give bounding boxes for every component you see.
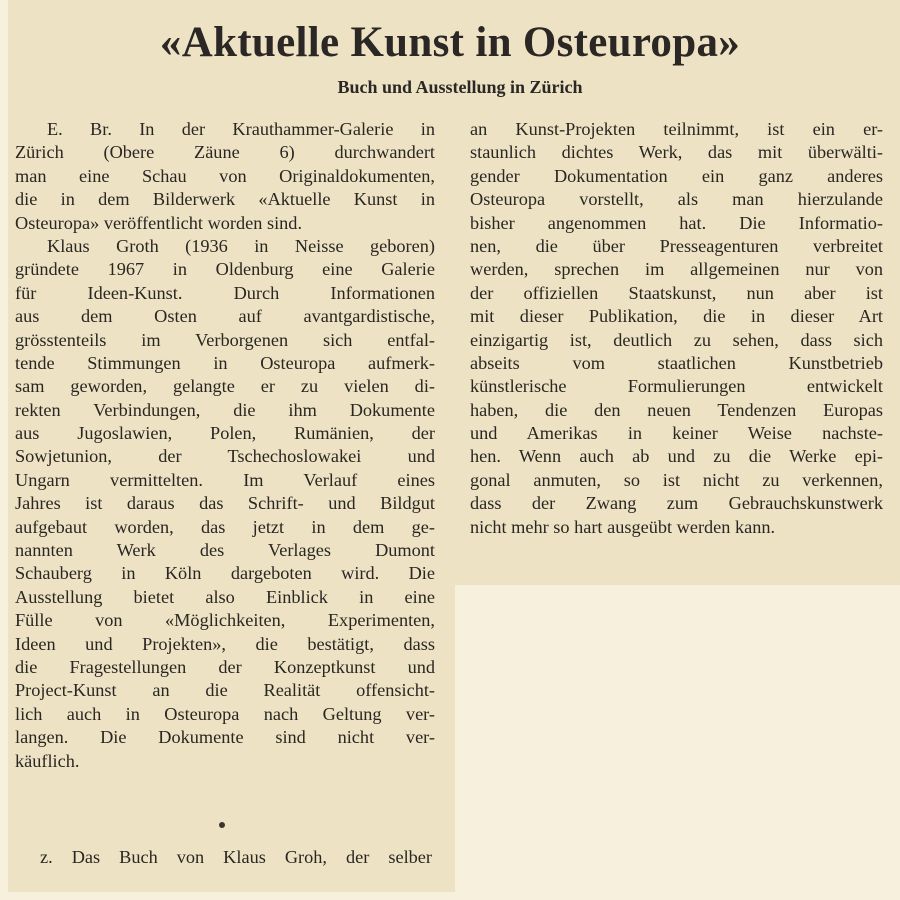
text-line: nannten Werk des Verlages Dumont — [15, 540, 435, 561]
text-line: Klaus Groth (1936 in Neisse geboren) — [47, 235, 435, 256]
article-right-column — [470, 118, 883, 539]
text-line: und Amerikas in keiner Weise nachste- — [470, 423, 883, 444]
text-line: abseits vom staatlichen Kunstbetrieb — [470, 352, 883, 373]
text-line: Zürich (Obere Zäune 6) durchwandert — [15, 142, 435, 163]
text-line: Fülle von «Möglichkeiten, Experimenten, — [15, 610, 435, 631]
text-line: aufgebaut worden, das jetzt in dem ge- — [15, 516, 435, 537]
text-line: dass der Zwang zum Gebrauchskunstwerk — [470, 493, 883, 514]
article-subheadline: Buch und Ausstellung in Zürich — [337, 77, 583, 97]
text-line: man eine Schau von Originaldokumenten, — [15, 165, 435, 186]
text-line: Osteuropa vorstellt, als man hierzulande — [470, 189, 883, 210]
text-line: langen. Die Dokumente sind nicht ver- — [15, 727, 435, 748]
text-line: mit dieser Publikation, die in dieser Art — [470, 306, 883, 327]
text-line: Jahres ist daraus das Schrift- und Bildgut — [15, 493, 435, 514]
text-line: für Ideen-Kunst. Durch Informationen — [15, 282, 435, 303]
text-line: Ausstellung bietet also Einblick in eine — [15, 586, 435, 607]
text-line: lich auch in Osteuropa nach Geltung ver- — [15, 703, 435, 724]
article-left-column — [15, 118, 435, 773]
text-line: nicht mehr so hart ausgeübt werden kann. — [470, 516, 776, 537]
text-line: staunlich dichtes Werk, das mit überwälti- — [470, 142, 883, 163]
text-line: nen, die über Presseagenturen verbreitet — [470, 235, 883, 256]
ink-dot — [219, 822, 225, 828]
text-line: Project-Kunst an die Realität offensicht- — [15, 680, 435, 701]
text-line: aus dem Osten auf avantgardistische, — [15, 306, 435, 327]
text-line: der offiziellen Staatskunst, nun aber ist — [470, 282, 883, 303]
text-line: aus Jugoslawien, Polen, Rumänien, der — [15, 423, 435, 444]
text-line: einzigartig ist, deutlich zu sehen, dass sich — [470, 329, 883, 350]
text-line: sam geworden, gelangte er zu vielen di- — [15, 376, 435, 397]
text-line: die Fragestellungen der Konzeptkunst und — [15, 656, 435, 677]
text-line: bisher angenommen hat. Die Informatio- — [470, 212, 883, 233]
text-line: künstlerische Formulierungen entwickelt — [470, 376, 883, 397]
text-line: gender Dokumentation ein ganz anderes — [470, 165, 883, 186]
text-line: gonal anmuten, so ist nicht zu verkennen, — [470, 469, 883, 490]
text-line: rekten Verbindungen, die ihm Dokumente — [15, 399, 435, 420]
text-line: Ideen und Projekten», die bestätigt, dass — [15, 633, 435, 654]
text-line: hen. Wenn auch ab und zu die Werke epi- — [470, 446, 883, 467]
text-line: Schauberg in Köln dargeboten wird. Die — [15, 563, 435, 584]
article-headline: «Aktuelle Kunst in Osteuropa» — [159, 19, 741, 66]
text-line: Ungarn vermittelten. Im Verlauf eines — [15, 469, 435, 490]
text-line: käuflich. — [15, 750, 80, 771]
text-line: an Kunst-Projekten teilnimmt, ist ein er- — [470, 119, 883, 139]
text-line: E. Br. In der Krauthammer-Galerie in — [47, 119, 435, 139]
text-line: Sowjetunion, der Tschechoslowakei und — [15, 446, 435, 467]
text-line: tende Stimmungen in Osteuropa aufmerk- — [15, 352, 435, 373]
text-line: Osteuropa» veröffentlicht worden sind. — [15, 212, 303, 233]
text-line: gründete 1967 in Oldenburg eine Galerie — [15, 259, 435, 280]
text-line: werden, sprechen im allgemeinen nur von — [470, 259, 883, 280]
text-line: grösstenteils im Verborgenen sich entfal- — [15, 329, 435, 350]
article-footnote: z. Das Buch von Klaus Groh, der selber — [40, 847, 432, 867]
text-line: die in dem Bilderwerk «Aktuelle Kunst in — [15, 189, 435, 210]
text-line: haben, die den neuen Tendenzen Europas — [470, 399, 883, 420]
